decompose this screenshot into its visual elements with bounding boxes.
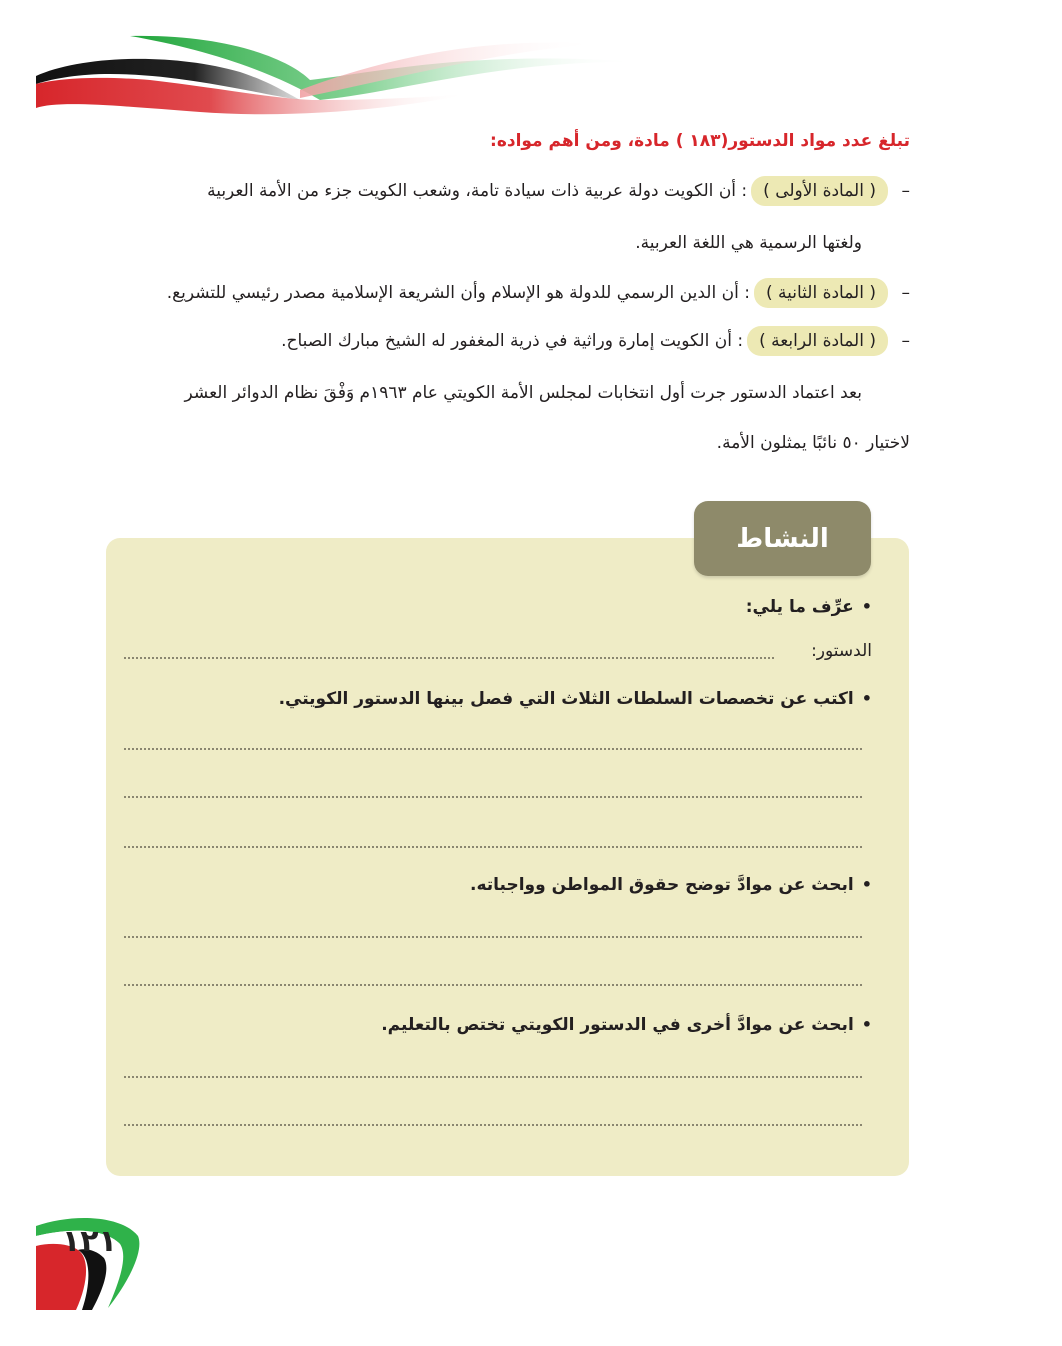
article-4-label: ( المادة الرابعة ): [747, 326, 888, 356]
activity-title: النشاط: [694, 501, 871, 576]
activity-item-powers-text: اكتب عن تخصصات السلطات الثلاث التي فصل بينها الدستور الكويتي.: [278, 689, 854, 709]
answer-line-powers-3[interactable]: [124, 846, 862, 848]
bullet-icon: •: [861, 1015, 872, 1034]
activity-item-education-text: ابحث عن موادَّ أخرى في الدستور الكويتي تختص بالتعليم.: [381, 1015, 854, 1035]
answer-line-powers-1[interactable]: [124, 748, 862, 750]
article-2-label: ( المادة الثانية ): [754, 278, 888, 308]
bullet-icon: •: [861, 689, 872, 708]
flag-ribbon-header: [0, 0, 700, 120]
bullet-icon: •: [861, 597, 872, 616]
article-1-continuation: ولغتها الرسمية هي اللغة العربية.: [635, 233, 862, 253]
article-1-label: ( المادة الأولى ): [751, 176, 888, 206]
activity-item-rights-text: ابحث عن موادَّ توضح حقوق المواطن وواجباته.: [469, 875, 854, 895]
activity-item-define: [172, 594, 872, 620]
activity-item-powers: [172, 686, 872, 712]
answer-line-rights-2[interactable]: [124, 984, 862, 986]
constitution-term-label: الدستور:: [811, 641, 872, 661]
article-2-text: : أن الدين الرسمي للدولة هو الإسلام وأن الشريعة الإسلامية مصدر رئيسي للتشريع.: [166, 283, 750, 303]
answer-line-education-2[interactable]: [124, 1124, 862, 1126]
answer-line-definition[interactable]: [124, 657, 774, 659]
activity-item-rights: [172, 872, 872, 898]
answer-line-education-1[interactable]: [124, 1076, 862, 1078]
article-1: –( المادة الأولى ): أن الكويت دولة عربية ذات سيادة تامة، وشعب الكويت جزء من الأمة العربية: [110, 176, 910, 206]
article-4-text: : أن الكويت إمارة وراثية في ذرية المغفور له الشيخ مبارك الصباح.: [281, 331, 744, 351]
article-4: –( المادة الرابعة ): أن الكويت إمارة وراثية في ذرية المغفور له الشيخ مبارك الصباح.: [110, 326, 910, 356]
bullet-icon: •: [861, 875, 872, 894]
activity-box: [106, 538, 909, 1176]
answer-line-powers-2[interactable]: [124, 796, 862, 798]
activity-item-define-text: عرِّف ما يلي:: [745, 597, 854, 617]
activity-item-education: [172, 1012, 872, 1038]
intro-heading: تبلغ عدد مواد الدستور(١٨٣ ) مادة، ومن أهم مواده:: [490, 131, 910, 151]
article-2: –( المادة الثانية ): أن الدين الرسمي للدولة هو الإسلام وأن الشريعة الإسلامية مصدر رئيسي للتشريع.: [110, 278, 910, 308]
article-1-text: : أن الكويت دولة عربية ذات سيادة تامة، وشعب الكويت جزء من الأمة العربية: [207, 181, 748, 201]
election-paragraph-line-2: لاختيار ٥٠ نائبًا يمثلون الأمة.: [716, 433, 910, 453]
page-number: ١٢١: [62, 1224, 117, 1259]
election-paragraph-line-1: بعد اعتماد الدستور جرت أول انتخابات لمجلس الأمة الكويتي عام ١٩٦٣م وَفْقَ نظام الدوائر العشر: [184, 383, 862, 403]
answer-line-rights-1[interactable]: [124, 936, 862, 938]
